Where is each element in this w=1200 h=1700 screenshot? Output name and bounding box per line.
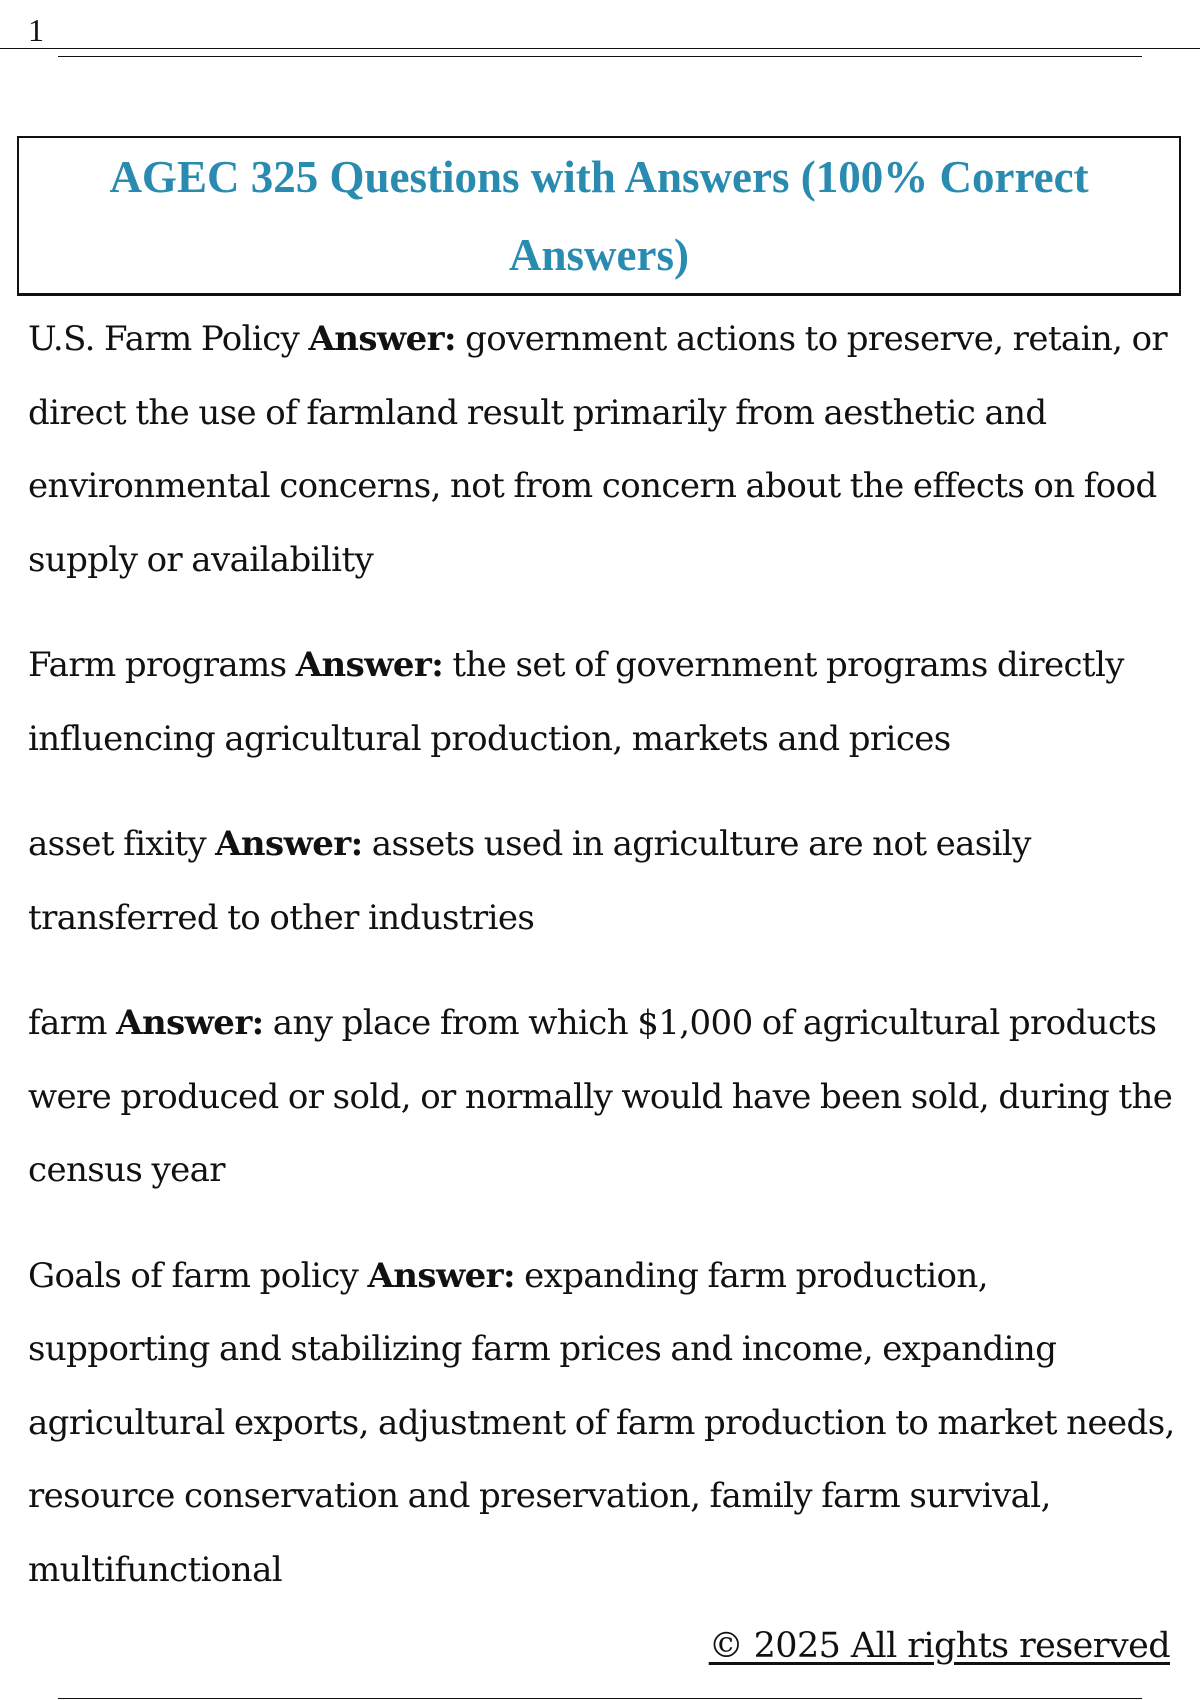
entry-term: U.S. Farm Policy — [28, 319, 300, 359]
entry-answer: the set of government programs directly influencing agricultural production, markets and prices — [28, 645, 1124, 759]
answer-label: Answer: — [308, 319, 456, 359]
title-box — [17, 136, 1181, 296]
footer-rule — [58, 1698, 1142, 1699]
answer-label: Answer: — [116, 1003, 264, 1043]
entry-term: farm — [28, 1003, 107, 1043]
entry-answer: assets used in agriculture are not easily transferred to other industries — [28, 824, 1031, 938]
qa-entry — [28, 629, 1178, 776]
qa-entry — [28, 303, 1178, 597]
qa-entry — [28, 1240, 1178, 1608]
page-number: 1 — [28, 12, 44, 48]
header-rule-bottom — [58, 56, 1142, 57]
entry-term: Goals of farm policy — [28, 1255, 359, 1296]
header-rule-top — [0, 48, 1200, 49]
entry-answer: expanding farm production, supporting and stabilizing farm prices and income, expanding agricultural exports, adjustment of farm production to market needs, resource conservation and preservation, family farm survival, multifunctional — [28, 1255, 1175, 1590]
entry-answer: any place from which $1,000 of agricultural products were produced or sold, or normally would have been sold, during the census year — [28, 1003, 1173, 1190]
answer-label: Answer: — [215, 824, 363, 864]
document-title: AGEC 325 Questions with Answers (100% Correct Answers) — [109, 151, 1089, 280]
answer-label: Answer: — [295, 645, 444, 685]
answer-label: Answer: — [367, 1255, 515, 1296]
copyright-notice: © 2025 All rights reserved — [708, 1626, 1170, 1666]
qa-entry — [28, 808, 1178, 955]
qa-entry — [28, 987, 1178, 1208]
entry-answer: government actions to preserve, retain, or direct the use of farmland result primarily from aesthetic and environmental concerns, not from concern about the effects on food supply or availability — [28, 319, 1168, 580]
entry-term: asset fixity — [28, 824, 206, 864]
entry-term: Farm programs — [28, 645, 287, 685]
qa-list — [28, 303, 1178, 1639]
